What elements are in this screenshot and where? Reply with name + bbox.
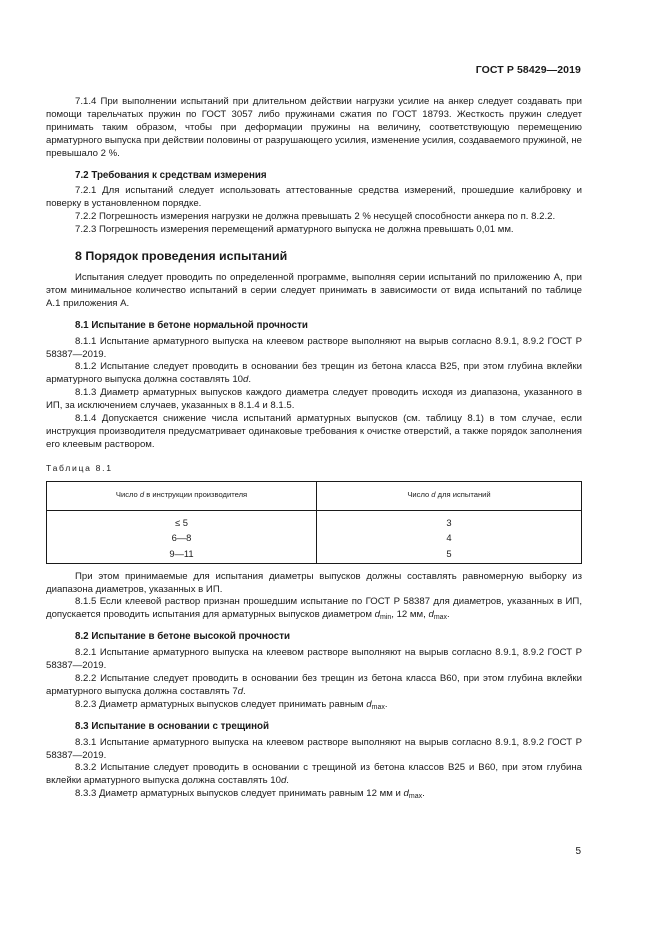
document-code: ГОСТ Р 58429—2019 [475, 64, 581, 76]
page-number: 5 [575, 846, 581, 857]
paragraph-8-3-2: 8.3.2 Испытание следует проводить в основании с трещиной из бетона классов В25 и В60, при этом глубина вклейки арматурного выпуска должна составлять 10d. [46, 762, 582, 787]
table-caption: Таблица 8.1 [46, 462, 113, 473]
section-7-2-title: 7.2 Требования к средствам измерения [75, 169, 267, 181]
paragraph-8-1-2: 8.1.2 Испытание следует проводить в основании без трещин из бетона класса В25, при этом глубина вклейки арматурного выпуска должна составлять 10d. [46, 361, 582, 386]
table-cell: ≤ 5 [47, 510, 317, 531]
section-8-1-title: 8.1 Испытание в бетоне нормальной прочности [75, 319, 308, 331]
paragraph-8-1-3: 8.1.3 Диаметр арматурных выпусков каждого диаметра следует проводить исходя из диапазона, указанного в ИП, за исключением случаев, указанных в 8.1.4 и 8.1.5. [46, 387, 582, 412]
paragraph-8-1-1: 8.1.1 Испытание арматурного выпуска на клеевом растворе выполняют на вырыв согласно 8.9.1, 8.9.2 ГОСТ Р 58387—2019. [46, 335, 582, 360]
paragraph-after-table: При этом принимаемые для испытания диаметры выпусков должны составлять равномерную выборку из диапазона диаметров, указанных в ИП. [46, 570, 582, 595]
table-cell: 9—11 [47, 546, 317, 564]
table-cell: 6—8 [47, 531, 317, 546]
paragraph-8-3-1: 8.3.1 Испытание арматурного выпуска на клеевом растворе выполняют на вырыв согласно 8.9.1, 8.9.2 ГОСТ Р 58387—2019. [46, 736, 582, 761]
section-8-title: 8 Порядок проведения испытаний [75, 249, 288, 264]
table-row [47, 531, 582, 546]
table-cell: 4 [317, 531, 582, 546]
page-body [46, 96, 582, 801]
paragraph-8-2-3: 8.2.3 Диаметр арматурных выпусков следует принимать равным $d_{max}$. [75, 698, 388, 711]
paragraph-8-1-4: 8.1.4 Допускается снижение числа испытаний арматурных выпусков (см. таблицу 8.1) в том случае, если инструкция производителя предусматривает одинаковые требования к очистке отверстий, а также порядок заполнения его клеевым раствором. [46, 413, 582, 450]
table-row [47, 546, 582, 564]
paragraph-8-2-2: 8.2.2 Испытание следует проводить в основании без трещин из бетона класса В60, при этом глубина вклейки арматурного выпуска должна составлять 7d. [46, 673, 582, 697]
section-8-intro: Испытания следует проводить по определенной программе, выполняя серии испытаний по приложению А, при этом минимальное количество испытаний в серии следует принимать в зависимости от вида испытаний по таблице А.1 приложения А. [46, 271, 582, 309]
paragraph-8-1-5: 8.1.5 Если клеевой раствор признан прошедшим испытание по ГОСТ Р 58387 для диаметров, указанных в ИП, допускается проводить испытания для арматурных выпусков диаметром $d_{min}$, 12 мм, $d_{max}$. [46, 596, 582, 622]
table-header-tests: Число d для испытаний [317, 481, 582, 510]
paragraph-7-2-3: 7.2.3 Погрешность измерения перемещений арматурного выпуска не должна превышать 0,01 мм. [75, 224, 514, 236]
table-header-manufacturer: Число d в инструкции производителя [47, 481, 317, 510]
section-8-2-title: 8.2 Испытание в бетоне высокой прочности [75, 631, 291, 643]
paragraph-7-1-4: 7.1.4 При выполнении испытаний при длительном действии нагрузки усилие на анкер следует создавать при помощи тарельчатых пружин по ГОСТ 3057 либо пружинами сжатия по ГОСТ 18793. Жесткость пружин следует принимать таким образом, чтобы при деформации пружины на величину, соответствующую перемещению арматурного выпуска при действии половины от разрушающего усилия, изменение усилия, создаваемого пружиной, не превышало 2 %. [46, 96, 582, 159]
table-8-1 [46, 481, 582, 564]
table-cell: 5 [317, 546, 582, 564]
paragraph-7-2-1: 7.2.1 Для испытаний следует использовать аттестованные средства измерений, прошедшие калибровку и поверку в установленном порядке. [46, 185, 582, 210]
table-cell: 3 [317, 510, 582, 531]
table-row [47, 510, 582, 531]
paragraph-8-3-3: 8.3.3 Диаметр арматурных выпусков следует принимать равным 12 мм и $d_{max}$. [75, 788, 425, 801]
paragraph-7-2-2: 7.2.2 Погрешность измерения нагрузки не должна превышать 2 % несущей способности анкера по п. 8.2.2. [75, 211, 556, 223]
paragraph-8-2-1: 8.2.1 Испытание арматурного выпуска на клеевом растворе выполняют на вырыв согласно 8.9.1, 8.9.2 ГОСТ Р 58387—2019. [46, 647, 582, 672]
section-8-3-title: 8.3 Испытание в основании с трещиной [75, 720, 270, 732]
